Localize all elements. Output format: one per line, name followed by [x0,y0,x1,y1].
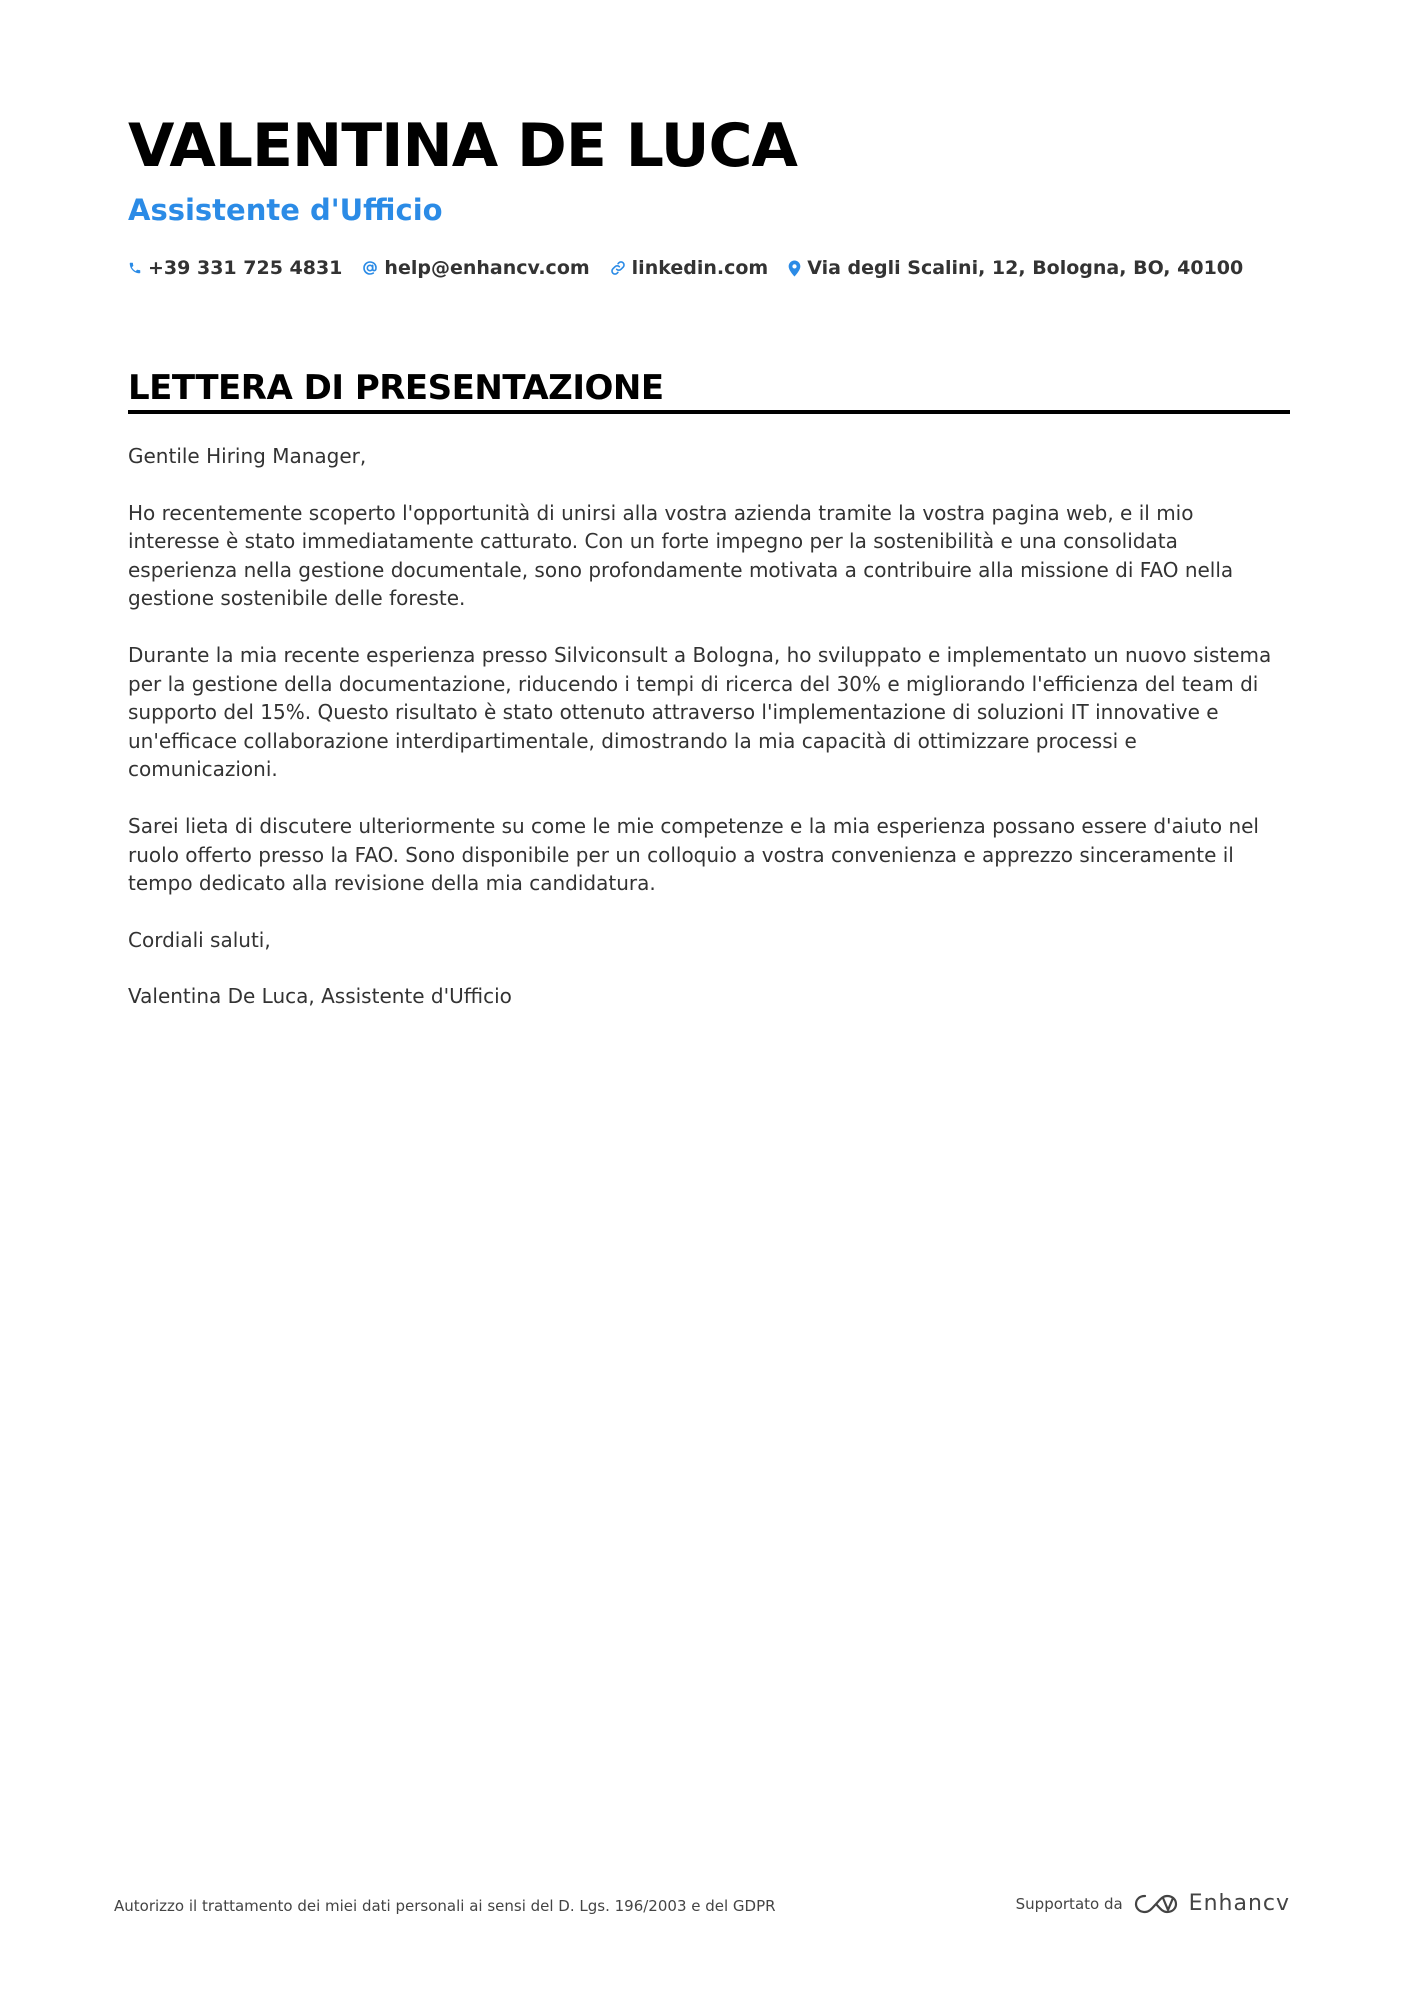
phone-number: +39 331 725 4831 [148,257,343,279]
letter-paragraph: Durante la mia recente esperienza presso Silviconsult a Bologna, ho sviluppato e implementato un nuovo sistema per la gestione della documentazione, riducendo i tempi di ricerca del 30% e migliorando l'efficienza del team di supporto del 15%. Questo risultato è stato ottenuto attraverso l'implementazione di soluzioni IT innovative e un'efficace collaborazione interdipartimentale, dimostrando la mia capacità di ottimizzare processi e comunicazioni. [128,642,1272,782]
contact-info [128,254,1243,282]
contact-email[interactable] [362,254,589,282]
candidate-name: VALENTINA DE LUCA [128,111,797,181]
powered-by[interactable] [1016,1890,1290,1918]
linkedin-link: linkedin.com [631,257,769,279]
enhancv-brand: Enhancv [1188,1891,1290,1916]
powered-by-label: Supportato da [1015,1895,1123,1913]
phone-icon [128,260,142,276]
link-icon [610,260,626,276]
email-address: help@enhancv.com [384,257,590,279]
enhancv-logo-icon [1133,1892,1179,1916]
map-pin-icon [788,260,801,277]
letter-paragraph: Sarei lieta di discutere ulteriormente su come le mie competenze e la mia esperienza possano essere d'aiuto nel ruolo offerto presso la FAO. Sono disponibile per un colloquio a vostra convenienza e apprezzo sinceramente il tempo dedicato alla revisione della mia candidatura. [128,813,1259,896]
section-title: LETTERA DI PRESENTAZIONE [128,368,664,408]
contact-address [788,254,1243,282]
section-divider [128,410,1290,414]
address: Via degli Scalini, 12, Bologna, BO, 40100 [807,257,1244,279]
contact-phone [128,254,342,282]
at-icon [362,260,378,276]
letter-signature: Valentina De Luca, Assistente d'Ufficio [128,984,512,1009]
letter-body [128,442,1290,1039]
letter-closing: Cordiali saluti, [128,927,271,952]
letter-greeting: Gentile Hiring Manager, [128,444,367,468]
letter-paragraph: Ho recentemente scoperto l'opportunità di unirsi alla vostra azienda tramite la vostra pagina web, e il mio interesse è stato immediatamente catturato. Con un forte impegno per la sostenibilità e una consolidata esperienza nella gestione documentale, sono profondamente motivata a contribuire alla missione di FAO nella gestione sostenibile delle foreste. [128,500,1234,611]
contact-linkedin[interactable] [610,254,769,282]
privacy-consent: Autorizzo il trattamento dei miei dati personali ai sensi del D. Lgs. 196/2003 e del GDPR [114,1897,776,1915]
candidate-role: Assistente d'Ufficio [128,193,443,227]
